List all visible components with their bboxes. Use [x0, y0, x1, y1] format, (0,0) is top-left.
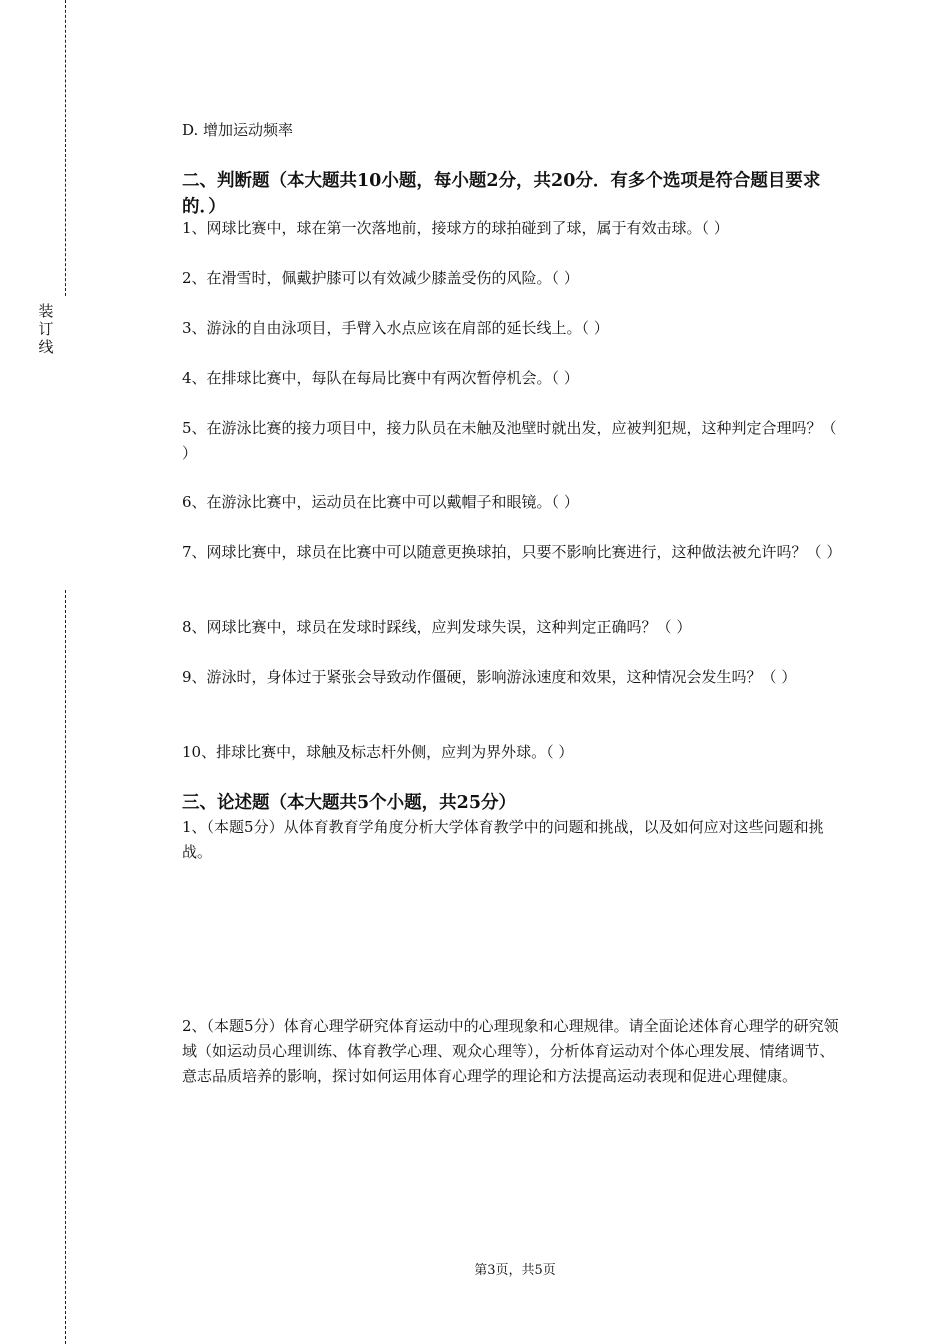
section-2-heading: 二、判断题（本大题共10小题，每小题2分，共20分．有多个选项是符合题目要求的．）: [182, 171, 821, 217]
judge-item-10: 10、排球比赛中，球触及标志杆外侧，应判为界外球。（ ）: [182, 743, 574, 761]
judge-item-7: 7、网球比赛中，球员在比赛中可以随意更换球拍，只要不影响比赛进行，这种做法被允许吗？（ ）: [182, 543, 842, 561]
section-3-heading: 三、论述题（本大题共5个小题，共25分）: [182, 793, 517, 813]
judge-item-4: 4、在排球比赛中，每队在每局比赛中有两次暂停机会。（ ）: [182, 369, 579, 387]
judge-item-2: 2、在滑雪时，佩戴护膝可以有效减少膝盖受伤的风险。（ ）: [182, 269, 579, 287]
page-footer: 第3页，共5页: [474, 1263, 556, 1278]
binding-line-top: [65, 0, 66, 296]
judge-item-3: 3、游泳的自由泳项目，手臂入水点应该在肩部的延长线上。（ ）: [182, 319, 609, 337]
binding-label: 装订线: [38, 302, 54, 356]
option-d: D. 增加运动频率: [182, 121, 294, 139]
binding-line-bottom: [65, 590, 66, 1344]
judge-item-9: 9、游泳时，身体过于紧张会导致动作僵硬，影响游泳速度和效果，这种情况会发生吗？（ ）: [182, 668, 797, 686]
judge-item-8: 8、网球比赛中，球员在发球时踩线，应判发球失误，这种判定正确吗？（ ）: [182, 618, 692, 636]
judge-item-6: 6、在游泳比赛中，运动员在比赛中可以戴帽子和眼镜。（ ）: [182, 493, 579, 511]
judge-item-1: 1、网球比赛中，球在第一次落地前，接球方的球拍碰到了球，属于有效击球。（ ）: [182, 219, 729, 237]
essay-item-2: 2、（本题5分）体育心理学研究体育运动中的心理现象和心理规律。请全面论述体育心理学的研究领域（如运动员心理训练、体育教学心理、观众心理等），分析体育运动对个体心理发展、情绪调节、意志品质培养的影响，探讨如何运用体育心理学的理论和方法提高运动表现和促进心理健康。: [182, 1017, 839, 1085]
judge-item-5: 5、在游泳比赛的接力项目中，接力队员在未触及池壁时就出发，应被判犯规，这种判定合理吗？（ ）: [182, 419, 837, 462]
essay-item-1: 1、（本题5分）从体育教育学角度分析大学体育教学中的问题和挑战，以及如何应对这些问题和挑战。: [182, 818, 824, 861]
